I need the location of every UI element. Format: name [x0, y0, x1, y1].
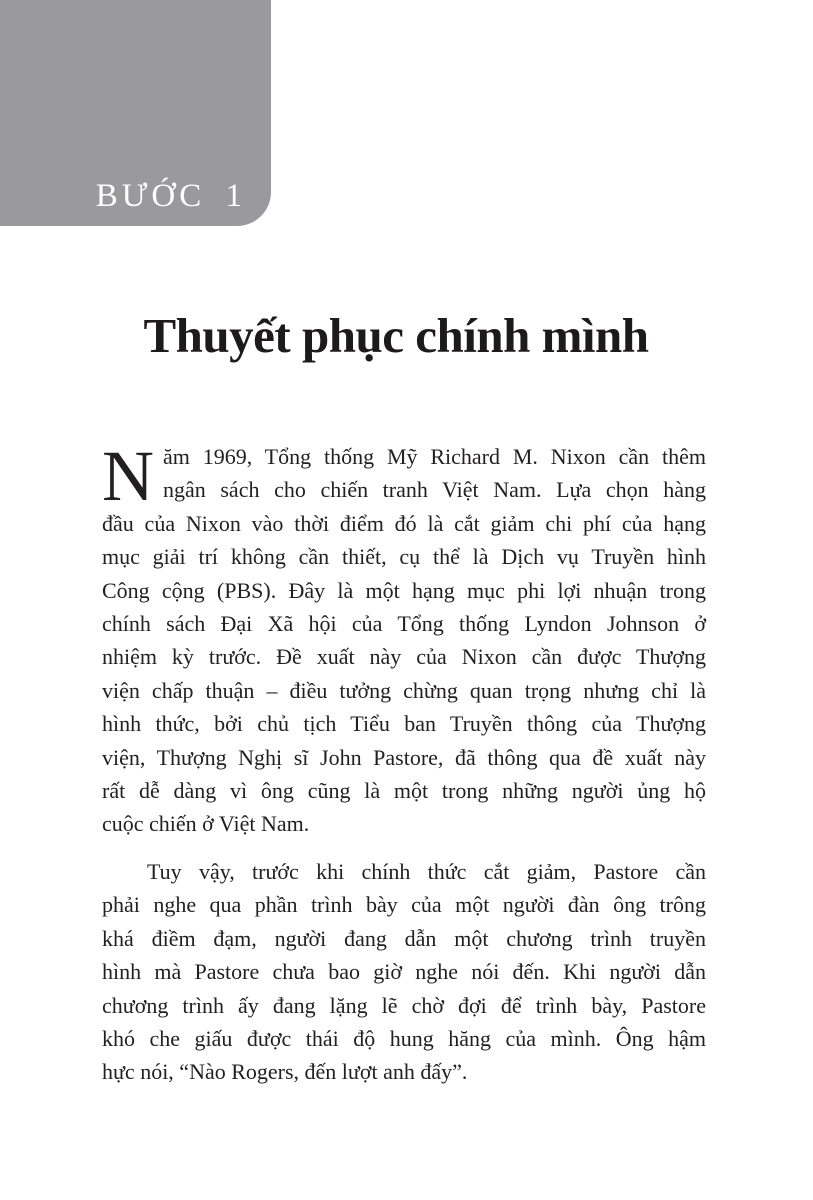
text-line: chương trình ấy đang lặng lẽ chờ đợi để trình bày, Pastore: [102, 992, 706, 1018]
step-tab: [0, 0, 271, 226]
text-line: Tuy vậy, trước khi chính thức cắt giảm, Pastore cần: [147, 858, 706, 884]
chapter-title: Thuyết phục chính mình: [143, 307, 649, 363]
paragraph: [102, 855, 706, 1089]
step-label: BƯỚC 1: [95, 178, 246, 214]
text-line: ngân sách cho chiến tranh Việt Nam. Lựa chọn hàng: [163, 477, 706, 503]
text-line: chính sách Đại Xã hội của Tổng thống Lyndon Johnson ở: [102, 611, 706, 637]
text-line: cuộc chiến ở Việt Nam.: [102, 811, 310, 837]
paragraph: [102, 436, 706, 841]
body-text: [102, 436, 706, 1089]
text-line: mục giải trí không cần thiết, cụ thể là Dịch vụ Truyền hình: [102, 544, 706, 570]
text-line: khó che giấu được thái độ hung hăng của mình. Ông hậm: [102, 1025, 706, 1051]
text-line: khá điềm đạm, người đang dẫn một chương trình truyền: [102, 925, 706, 951]
text-line: viện, Thượng Nghị sĩ John Pastore, đã thông qua đề xuất này: [102, 744, 706, 770]
drop-cap: N: [102, 436, 154, 516]
text-line: viện chấp thuận – điều tưởng chừng quan trọng nhưng chỉ là: [102, 677, 706, 703]
text-line: hình mà Pastore chưa bao giờ nghe nói đến. Khi người dẫn: [102, 959, 706, 985]
text-line: ăm 1969, Tổng thống Mỹ Richard M. Nixon cần thêm: [163, 444, 706, 469]
text-line: đầu của Nixon vào thời điểm đó là cắt giảm chi phí của hạng: [102, 510, 706, 536]
text-line: rất dễ dàng vì ông cũng là một trong những người ủng hộ: [102, 778, 706, 804]
text-line: hực nói, “Nào Rogers, đến lượt anh đấy”.: [102, 1059, 468, 1085]
text-line: Công cộng (PBS). Đây là một hạng mục phi lợi nhuận trong: [102, 577, 706, 603]
text-line: nhiệm kỳ trước. Đề xuất này của Nixon cần được Thượng: [102, 644, 706, 670]
text-line: hình thức, bởi chủ tịch Tiểu ban Truyền thông của Thượng: [102, 711, 706, 737]
text-line: phải nghe qua phần trình bày của một người đàn ông trông: [102, 892, 706, 918]
